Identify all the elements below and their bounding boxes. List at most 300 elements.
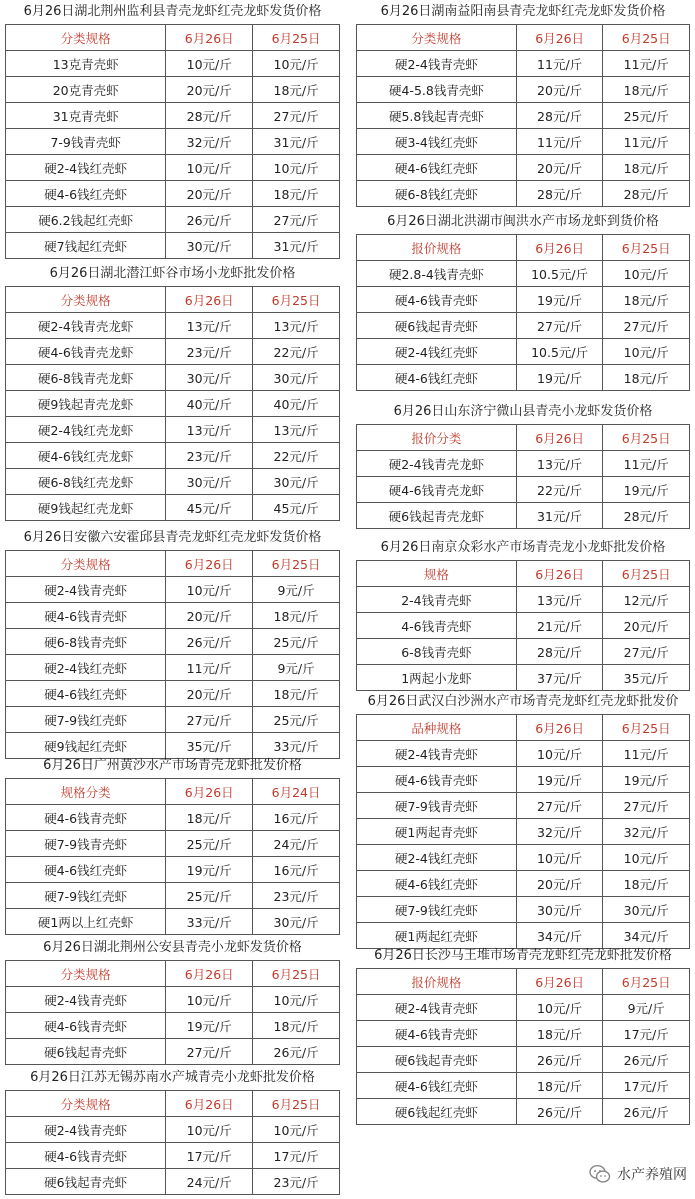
block-title: 6月26日广州黄沙水产市场青壳龙虾批发价格 bbox=[43, 758, 302, 773]
price-cell: 27元/斤 bbox=[516, 793, 603, 819]
price-cell: 10元/斤 bbox=[516, 741, 603, 767]
table-row bbox=[357, 77, 690, 103]
price-table bbox=[5, 550, 340, 759]
price-block bbox=[5, 0, 340, 259]
table-row bbox=[357, 639, 690, 665]
header-row bbox=[6, 551, 340, 577]
price-table bbox=[5, 24, 340, 259]
price-cell: 28元/斤 bbox=[516, 639, 603, 665]
price-table bbox=[5, 960, 340, 1065]
price-cell: 22元/斤 bbox=[253, 339, 340, 365]
price-cell: 18元/斤 bbox=[516, 1021, 603, 1047]
price-block bbox=[356, 0, 690, 207]
header-cell: 6月25日 bbox=[603, 969, 690, 995]
price-cell: 12元/斤 bbox=[603, 587, 690, 613]
price-cell: 32元/斤 bbox=[166, 129, 253, 155]
price-cell: 28元/斤 bbox=[166, 103, 253, 129]
price-cell: 27元/斤 bbox=[516, 313, 603, 339]
header-row bbox=[357, 715, 690, 741]
price-cell: 11元/斤 bbox=[516, 51, 603, 77]
price-cell: 30元/斤 bbox=[166, 233, 253, 259]
table-row bbox=[357, 313, 690, 339]
price-cell: 10.5元/斤 bbox=[516, 339, 603, 365]
header-cell: 6月25日 bbox=[603, 425, 690, 451]
spec-cell: 硬7-9钱红壳虾 bbox=[6, 707, 166, 733]
price-cell: 18元/斤 bbox=[603, 287, 690, 313]
price-cell: 33元/斤 bbox=[253, 733, 340, 759]
price-cell: 19元/斤 bbox=[516, 365, 603, 391]
spec-cell: 硬2-4钱青壳龙虾 bbox=[6, 313, 166, 339]
header-row bbox=[357, 235, 690, 261]
price-table bbox=[356, 714, 690, 949]
price-cell: 27元/斤 bbox=[253, 103, 340, 129]
header-row bbox=[6, 1091, 340, 1117]
table-row bbox=[357, 1047, 690, 1073]
price-cell: 11元/斤 bbox=[603, 51, 690, 77]
price-table bbox=[356, 560, 690, 691]
price-cell: 19元/斤 bbox=[516, 287, 603, 313]
table-row bbox=[357, 103, 690, 129]
header-row bbox=[6, 25, 340, 51]
header-cell: 6月25日 bbox=[253, 287, 340, 313]
wechat-icon bbox=[589, 1164, 611, 1184]
spec-cell: 硬2-4钱红壳虾 bbox=[357, 845, 517, 871]
spec-cell: 20克青壳虾 bbox=[6, 77, 166, 103]
table-row bbox=[6, 339, 340, 365]
price-cell: 35元/斤 bbox=[166, 733, 253, 759]
spec-cell: 硬6-8钱红壳虾 bbox=[357, 181, 517, 207]
header-cell: 6月25日 bbox=[603, 561, 690, 587]
price-cell: 30元/斤 bbox=[253, 365, 340, 391]
spec-cell: 硬1两起青壳虾 bbox=[357, 819, 517, 845]
header-row bbox=[6, 287, 340, 313]
table-row bbox=[6, 155, 340, 181]
header-cell: 品种规格 bbox=[357, 715, 517, 741]
spec-cell: 6-8钱青壳虾 bbox=[357, 639, 517, 665]
header-cell: 6月26日 bbox=[516, 561, 603, 587]
header-cell: 6月26日 bbox=[166, 961, 253, 987]
price-cell: 28元/斤 bbox=[516, 103, 603, 129]
price-cell: 10元/斤 bbox=[253, 987, 340, 1013]
price-cell: 18元/斤 bbox=[253, 603, 340, 629]
spec-cell: 7-9钱青壳虾 bbox=[6, 129, 166, 155]
spec-cell: 31克青壳虾 bbox=[6, 103, 166, 129]
price-cell: 32元/斤 bbox=[516, 819, 603, 845]
spec-cell: 4-6钱青壳虾 bbox=[357, 613, 517, 639]
spec-cell: 硬2-4钱红壳龙虾 bbox=[6, 417, 166, 443]
price-cell: 27元/斤 bbox=[603, 639, 690, 665]
spec-cell: 硬4-6钱红壳虾 bbox=[6, 857, 166, 883]
spec-cell: 硬6-8钱红壳龙虾 bbox=[6, 469, 166, 495]
price-block bbox=[356, 536, 690, 691]
price-cell: 9元/斤 bbox=[253, 655, 340, 681]
spec-cell: 硬2-4钱青壳虾 bbox=[357, 51, 517, 77]
header-row bbox=[357, 969, 690, 995]
price-cell: 10元/斤 bbox=[166, 987, 253, 1013]
spec-cell: 硬2-4钱红壳虾 bbox=[357, 339, 517, 365]
header-cell: 6月26日 bbox=[166, 779, 253, 805]
price-cell: 17元/斤 bbox=[603, 1073, 690, 1099]
price-cell: 34元/斤 bbox=[603, 923, 690, 949]
spec-cell: 硬2.8-4钱青壳虾 bbox=[357, 261, 517, 287]
table-row bbox=[6, 603, 340, 629]
price-cell: 10元/斤 bbox=[603, 339, 690, 365]
table-row bbox=[6, 629, 340, 655]
table-row bbox=[6, 1117, 340, 1143]
price-cell: 16元/斤 bbox=[253, 857, 340, 883]
header-cell: 6月26日 bbox=[166, 25, 253, 51]
spec-cell: 硬4-6钱红壳虾 bbox=[357, 155, 517, 181]
spec-cell: 硬4-5.8钱青壳虾 bbox=[357, 77, 517, 103]
price-cell: 19元/斤 bbox=[516, 767, 603, 793]
spec-cell: 硬6钱起青壳虾 bbox=[6, 1039, 166, 1065]
price-cell: 10元/斤 bbox=[166, 1117, 253, 1143]
price-cell: 18元/斤 bbox=[603, 77, 690, 103]
price-cell: 24元/斤 bbox=[253, 831, 340, 857]
table-row bbox=[357, 261, 690, 287]
spec-cell: 硬2-4钱红壳虾 bbox=[6, 155, 166, 181]
spec-cell: 硬6-8钱青壳虾 bbox=[6, 629, 166, 655]
price-cell: 20元/斤 bbox=[166, 181, 253, 207]
table-row bbox=[357, 129, 690, 155]
price-cell: 22元/斤 bbox=[516, 477, 603, 503]
price-cell: 20元/斤 bbox=[516, 77, 603, 103]
table-row bbox=[6, 577, 340, 603]
table-row bbox=[357, 871, 690, 897]
table-row bbox=[357, 587, 690, 613]
header-cell: 分类规格 bbox=[6, 551, 166, 577]
table-row bbox=[357, 995, 690, 1021]
price-cell: 11元/斤 bbox=[603, 741, 690, 767]
table-row bbox=[357, 613, 690, 639]
price-block bbox=[5, 526, 340, 759]
table-row bbox=[6, 313, 340, 339]
price-block bbox=[356, 944, 690, 1125]
price-cell: 37元/斤 bbox=[516, 665, 603, 691]
spec-cell: 硬7-9钱红壳虾 bbox=[6, 883, 166, 909]
table-row bbox=[6, 1039, 340, 1065]
table-row bbox=[6, 655, 340, 681]
price-cell: 20元/斤 bbox=[166, 77, 253, 103]
price-cell: 20元/斤 bbox=[166, 681, 253, 707]
header-row bbox=[357, 25, 690, 51]
header-cell: 6月25日 bbox=[603, 25, 690, 51]
spec-cell: 硬6钱起青壳虾 bbox=[357, 1047, 517, 1073]
price-cell: 20元/斤 bbox=[166, 603, 253, 629]
block-title: 6月26日南京众彩水产市场青壳龙小龙虾批发价格 bbox=[380, 540, 666, 555]
header-cell: 6月25日 bbox=[253, 551, 340, 577]
price-cell: 24元/斤 bbox=[166, 1169, 253, 1195]
price-cell: 10元/斤 bbox=[516, 995, 603, 1021]
spec-cell: 硬6.2钱起红壳虾 bbox=[6, 207, 166, 233]
price-cell: 20元/斤 bbox=[516, 871, 603, 897]
spec-cell: 硬2-4钱青壳虾 bbox=[357, 741, 517, 767]
price-block bbox=[356, 400, 690, 529]
table-row bbox=[6, 233, 340, 259]
spec-cell: 硬2-4钱青壳虾 bbox=[6, 577, 166, 603]
table-row bbox=[357, 767, 690, 793]
header-cell: 6月26日 bbox=[166, 287, 253, 313]
spec-cell: 硬6钱起红壳虾 bbox=[357, 1099, 517, 1125]
price-cell: 34元/斤 bbox=[516, 923, 603, 949]
header-cell: 报价分类 bbox=[357, 425, 517, 451]
price-cell: 13元/斤 bbox=[253, 417, 340, 443]
table-row bbox=[6, 681, 340, 707]
spec-cell: 硬4-6钱青壳虾 bbox=[6, 805, 166, 831]
price-cell: 13元/斤 bbox=[253, 313, 340, 339]
table-row bbox=[6, 1013, 340, 1039]
spec-cell: 硬6钱起青壳龙虾 bbox=[357, 503, 517, 529]
table-row bbox=[6, 365, 340, 391]
spec-cell: 硬4-6钱青壳虾 bbox=[357, 767, 517, 793]
header-row bbox=[6, 779, 340, 805]
price-cell: 27元/斤 bbox=[166, 1039, 253, 1065]
spec-cell: 硬7-9钱青壳虾 bbox=[6, 831, 166, 857]
price-cell: 19元/斤 bbox=[603, 767, 690, 793]
table-row bbox=[6, 51, 340, 77]
header-cell: 6月26日 bbox=[516, 25, 603, 51]
header-cell: 6月24日 bbox=[253, 779, 340, 805]
header-cell: 分类规格 bbox=[6, 961, 166, 987]
table-row bbox=[357, 287, 690, 313]
header-cell: 6月26日 bbox=[516, 235, 603, 261]
spec-cell: 硬4-6钱青壳龙虾 bbox=[357, 477, 517, 503]
spec-cell: 硬2-4钱青壳龙虾 bbox=[357, 451, 517, 477]
price-cell: 28元/斤 bbox=[603, 181, 690, 207]
price-cell: 11元/斤 bbox=[166, 655, 253, 681]
table-row bbox=[357, 503, 690, 529]
header-cell: 6月26日 bbox=[516, 969, 603, 995]
table-row bbox=[6, 987, 340, 1013]
price-cell: 27元/斤 bbox=[253, 207, 340, 233]
spec-cell: 硬6-8钱青壳龙虾 bbox=[6, 365, 166, 391]
price-cell: 10元/斤 bbox=[253, 1117, 340, 1143]
block-title: 6月26日湖北洪湖市闽洪水产市场龙虾到货价格 bbox=[387, 214, 659, 229]
spec-cell: 硬6钱起青壳虾 bbox=[357, 313, 517, 339]
header-cell: 分类规格 bbox=[357, 25, 517, 51]
price-cell: 23元/斤 bbox=[253, 883, 340, 909]
spec-cell: 硬4-6钱青壳龙虾 bbox=[6, 339, 166, 365]
price-cell: 17元/斤 bbox=[253, 1143, 340, 1169]
price-cell: 40元/斤 bbox=[253, 391, 340, 417]
price-cell: 18元/斤 bbox=[603, 155, 690, 181]
table-row bbox=[357, 819, 690, 845]
block-title: 6月26日湖南益阳南县青壳龙虾红壳龙虾发货价格 bbox=[380, 4, 666, 19]
header-cell: 6月26日 bbox=[166, 1091, 253, 1117]
block-title: 6月26日武汉白沙洲水产市场青壳龙虾红壳龙虾批发价 bbox=[367, 694, 679, 709]
spec-cell: 硬4-6钱红壳虾 bbox=[6, 681, 166, 707]
price-table bbox=[356, 424, 690, 529]
price-table bbox=[356, 234, 690, 391]
table-row bbox=[357, 793, 690, 819]
price-cell: 27元/斤 bbox=[166, 707, 253, 733]
spec-cell: 硬2-4钱青壳虾 bbox=[357, 995, 517, 1021]
spec-cell: 硬2-4钱红壳虾 bbox=[6, 655, 166, 681]
price-cell: 30元/斤 bbox=[253, 469, 340, 495]
table-row bbox=[357, 477, 690, 503]
header-row bbox=[357, 425, 690, 451]
price-block bbox=[5, 1066, 340, 1195]
price-cell: 25元/斤 bbox=[166, 883, 253, 909]
spec-cell: 硬4-6钱红壳虾 bbox=[6, 181, 166, 207]
price-cell: 32元/斤 bbox=[603, 819, 690, 845]
price-cell: 28元/斤 bbox=[603, 503, 690, 529]
price-cell: 30元/斤 bbox=[603, 897, 690, 923]
block-title: 6月26日湖北荆州公安县青壳小龙虾发货价格 bbox=[43, 940, 302, 955]
price-cell: 10元/斤 bbox=[603, 845, 690, 871]
price-cell: 13元/斤 bbox=[166, 417, 253, 443]
table-row bbox=[6, 707, 340, 733]
price-block bbox=[356, 690, 690, 949]
spec-cell: 硬1两以上红壳虾 bbox=[6, 909, 166, 935]
table-row bbox=[357, 741, 690, 767]
block-title: 6月26日安徽六安霍邱县青壳龙虾红壳龙虾发货价格 bbox=[23, 530, 322, 545]
header-cell: 6月26日 bbox=[516, 425, 603, 451]
price-cell: 9元/斤 bbox=[603, 995, 690, 1021]
spec-cell: 硬4-6钱青壳虾 bbox=[357, 287, 517, 313]
table-row bbox=[357, 451, 690, 477]
spec-cell: 硬4-6钱红壳虾 bbox=[357, 1073, 517, 1099]
price-cell: 19元/斤 bbox=[603, 477, 690, 503]
price-cell: 20元/斤 bbox=[516, 155, 603, 181]
price-cell: 27元/斤 bbox=[603, 793, 690, 819]
price-cell: 23元/斤 bbox=[166, 339, 253, 365]
price-cell: 40元/斤 bbox=[166, 391, 253, 417]
price-cell: 22元/斤 bbox=[253, 443, 340, 469]
header-cell: 6月25日 bbox=[253, 961, 340, 987]
price-cell: 23元/斤 bbox=[166, 443, 253, 469]
price-cell: 45元/斤 bbox=[166, 495, 253, 521]
price-cell: 25元/斤 bbox=[603, 103, 690, 129]
table-row bbox=[357, 51, 690, 77]
price-cell: 25元/斤 bbox=[166, 831, 253, 857]
spec-cell: 硬7钱起红壳虾 bbox=[6, 233, 166, 259]
price-cell: 18元/斤 bbox=[253, 77, 340, 103]
table-row bbox=[357, 181, 690, 207]
price-cell: 35元/斤 bbox=[603, 665, 690, 691]
price-cell: 45元/斤 bbox=[253, 495, 340, 521]
price-table bbox=[356, 968, 690, 1125]
price-block bbox=[5, 754, 340, 935]
price-cell: 25元/斤 bbox=[253, 629, 340, 655]
price-cell: 26元/斤 bbox=[603, 1099, 690, 1125]
price-table bbox=[5, 778, 340, 935]
price-cell: 10元/斤 bbox=[516, 845, 603, 871]
price-cell: 10元/斤 bbox=[166, 577, 253, 603]
spec-cell: 硬9钱起红壳虾 bbox=[6, 733, 166, 759]
header-cell: 规格 bbox=[357, 561, 517, 587]
price-cell: 18元/斤 bbox=[253, 681, 340, 707]
price-cell: 17元/斤 bbox=[166, 1143, 253, 1169]
price-cell: 31元/斤 bbox=[516, 503, 603, 529]
price-cell: 30元/斤 bbox=[516, 897, 603, 923]
price-cell: 10元/斤 bbox=[166, 51, 253, 77]
table-row bbox=[6, 443, 340, 469]
table-row bbox=[357, 1099, 690, 1125]
table-row bbox=[6, 805, 340, 831]
price-cell: 11元/斤 bbox=[603, 129, 690, 155]
price-table bbox=[5, 1090, 340, 1195]
table-row bbox=[6, 129, 340, 155]
spec-cell: 2-4钱青壳虾 bbox=[357, 587, 517, 613]
price-table bbox=[356, 24, 690, 207]
spec-cell: 硬4-6钱青壳虾 bbox=[6, 1013, 166, 1039]
header-cell: 6月25日 bbox=[603, 235, 690, 261]
price-cell: 10元/斤 bbox=[603, 261, 690, 287]
header-cell: 6月26日 bbox=[516, 715, 603, 741]
price-cell: 10元/斤 bbox=[253, 155, 340, 181]
table-row bbox=[6, 469, 340, 495]
price-cell: 30元/斤 bbox=[253, 909, 340, 935]
spec-cell: 硬5.8钱起青壳虾 bbox=[357, 103, 517, 129]
spec-cell: 硬4-6钱红壳虾 bbox=[357, 365, 517, 391]
table-row bbox=[6, 391, 340, 417]
spec-cell: 硬1两起红壳虾 bbox=[357, 923, 517, 949]
price-cell: 9元/斤 bbox=[253, 577, 340, 603]
spec-cell: 硬2-4钱青壳虾 bbox=[6, 1117, 166, 1143]
price-cell: 19元/斤 bbox=[166, 1013, 253, 1039]
price-cell: 13元/斤 bbox=[516, 587, 603, 613]
price-cell: 26元/斤 bbox=[166, 207, 253, 233]
header-cell: 分类规格 bbox=[6, 287, 166, 313]
price-cell: 18元/斤 bbox=[253, 181, 340, 207]
spec-cell: 硬4-6钱青壳虾 bbox=[6, 603, 166, 629]
price-cell: 13元/斤 bbox=[166, 313, 253, 339]
price-cell: 10元/斤 bbox=[166, 155, 253, 181]
spec-cell: 硬4-6钱红壳龙虾 bbox=[6, 443, 166, 469]
header-row bbox=[6, 961, 340, 987]
spec-cell: 硬7-9钱红壳虾 bbox=[357, 897, 517, 923]
block-title: 6月26日山东济宁微山县青壳小龙虾发货价格 bbox=[393, 404, 653, 419]
spec-cell: 硬9钱起青壳龙虾 bbox=[6, 391, 166, 417]
table-row bbox=[357, 665, 690, 691]
header-cell: 6月26日 bbox=[166, 551, 253, 577]
table-row bbox=[6, 417, 340, 443]
table-row bbox=[6, 181, 340, 207]
table-row bbox=[357, 339, 690, 365]
price-table bbox=[5, 286, 340, 521]
block-title: 6月26日江苏无锡苏南水产城青壳小龙虾批发价格 bbox=[30, 1070, 315, 1085]
price-cell: 26元/斤 bbox=[166, 629, 253, 655]
table-row bbox=[6, 103, 340, 129]
spec-cell: 硬7-9钱青壳虾 bbox=[357, 793, 517, 819]
price-cell: 28元/斤 bbox=[516, 181, 603, 207]
price-block bbox=[356, 210, 690, 391]
table-row bbox=[357, 1073, 690, 1099]
table-row bbox=[6, 857, 340, 883]
header-cell: 6月25日 bbox=[253, 25, 340, 51]
price-cell: 23元/斤 bbox=[253, 1169, 340, 1195]
table-row bbox=[357, 845, 690, 871]
price-cell: 18元/斤 bbox=[603, 365, 690, 391]
table-row bbox=[6, 883, 340, 909]
price-cell: 30元/斤 bbox=[166, 469, 253, 495]
price-cell: 18元/斤 bbox=[166, 805, 253, 831]
price-cell: 10元/斤 bbox=[253, 51, 340, 77]
table-row bbox=[357, 897, 690, 923]
price-cell: 18元/斤 bbox=[516, 1073, 603, 1099]
price-block bbox=[5, 262, 340, 521]
header-cell: 分类规格 bbox=[6, 1091, 166, 1117]
price-cell: 30元/斤 bbox=[166, 365, 253, 391]
price-cell: 26元/斤 bbox=[253, 1039, 340, 1065]
spec-cell: 硬4-6钱青壳虾 bbox=[6, 1143, 166, 1169]
spec-cell: 硬6钱起青壳虾 bbox=[6, 1169, 166, 1195]
header-cell: 6月25日 bbox=[603, 715, 690, 741]
header-cell: 报价规格 bbox=[357, 235, 517, 261]
price-cell: 26元/斤 bbox=[516, 1099, 603, 1125]
watermark bbox=[589, 1161, 687, 1187]
